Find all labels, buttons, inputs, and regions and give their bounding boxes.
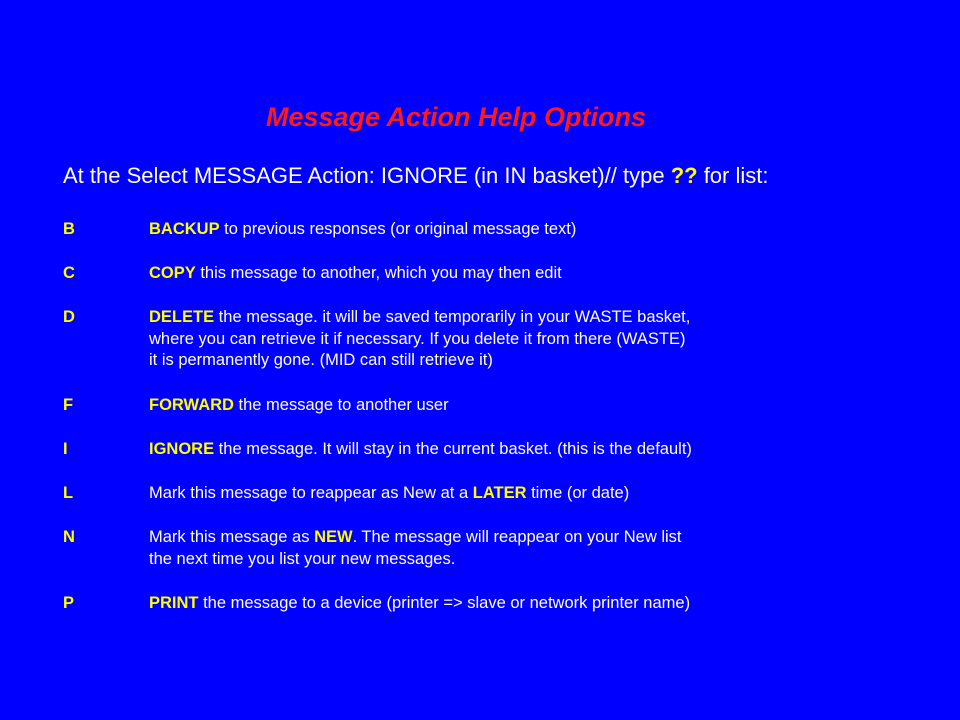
option-description: [149, 439, 692, 461]
option-text: the message. it will be saved temporarily in your WASTE basket,: [214, 308, 691, 326]
option-description: [149, 483, 629, 505]
option-text: the message. It will stay in the current basket. (this is the default): [214, 440, 692, 458]
page-title: Message Action Help Options: [265, 102, 647, 132]
option-key: D: [63, 308, 75, 326]
option-description: [149, 395, 449, 417]
option-description: [149, 219, 576, 241]
option-keyword: BACKUP: [149, 220, 220, 238]
option-key: P: [63, 594, 75, 612]
option-keyword: COPY: [149, 264, 196, 282]
intro-suffix: for list:: [697, 163, 769, 188]
option-keyword: PRINT: [149, 594, 199, 612]
option-line: the next time you list your new messages.: [149, 549, 456, 568]
option-text: this message to another, which you may then edit: [195, 264, 562, 282]
option-line: [149, 307, 690, 329]
option-key: I: [63, 440, 68, 458]
intro-line: [63, 163, 768, 189]
option-description: [149, 527, 682, 570]
option-keyword: IGNORE: [149, 440, 215, 458]
option-text: to previous responses (or original message text): [219, 220, 577, 238]
option-line: where you can retrieve it if necessary. If you delete it from there (WASTE): [149, 329, 686, 348]
option-keyword: LATER: [472, 484, 527, 502]
option-text: the message to a device (printer => slave or network printer name): [198, 594, 691, 612]
option-keyword: NEW: [314, 528, 353, 546]
option-description: [149, 263, 562, 285]
option-text: . The message will reappear on your New list: [352, 528, 682, 546]
option-description: [149, 593, 690, 615]
option-prefix: Mark this message as: [149, 528, 315, 546]
option-text: time (or date): [526, 484, 630, 502]
option-keyword: DELETE: [149, 308, 215, 326]
option-key: F: [63, 396, 74, 414]
option-key: C: [63, 264, 75, 282]
option-key: B: [63, 220, 75, 238]
option-key: N: [63, 528, 75, 546]
option-keyword: FORWARD: [149, 396, 234, 414]
option-description: [149, 307, 690, 372]
option-text: the message to another user: [233, 396, 449, 414]
help-shortcut: ??: [670, 163, 698, 188]
option-line: [149, 527, 682, 549]
intro-text: At the Select MESSAGE Action: IGNORE (in IN basket)// type: [63, 163, 671, 188]
option-key: L: [63, 484, 74, 502]
option-line: it is permanently gone. (MID can still retrieve it): [149, 351, 493, 369]
option-prefix: Mark this message to reappear as New at a: [149, 484, 473, 502]
